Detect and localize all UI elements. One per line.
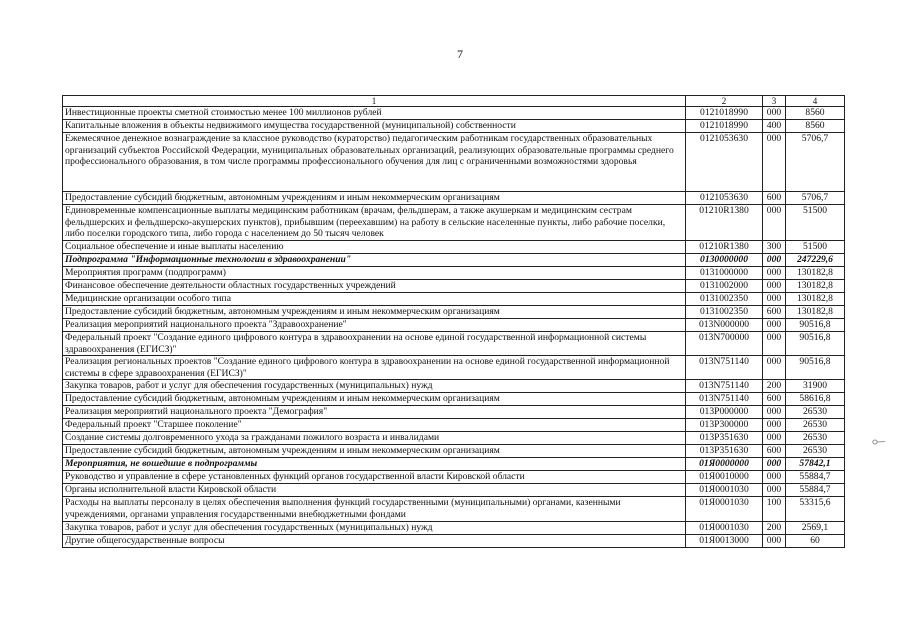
row-vr-code-cell: 000 xyxy=(763,356,786,380)
row-vr-code-cell: 000 xyxy=(763,280,786,293)
row-name-cell: Предоставление субсидий бюджетным, автономным учреждениям и иным некоммерческим организациям xyxy=(63,192,686,205)
row-csr-code-cell: 01Я0001030 xyxy=(686,497,763,521)
row-sum-cell: 130182,8 xyxy=(786,267,845,280)
row-vr-code-cell: 200 xyxy=(763,521,786,534)
row-sum-cell: 90516,8 xyxy=(786,332,845,356)
table-row xyxy=(63,254,845,267)
table-row xyxy=(63,406,845,419)
row-name-cell: Подпрограмма "Информационные технологии в здравоохранении" xyxy=(63,254,686,267)
row-sum-cell: 51500 xyxy=(786,205,845,241)
row-name-cell: Реализация мероприятий национального проекта "Демография" xyxy=(63,406,686,419)
row-sum-cell: 55884,7 xyxy=(786,484,845,497)
row-vr-code-cell: 000 xyxy=(763,254,786,267)
row-csr-code-cell: 0121018990 xyxy=(686,107,763,120)
header-name-column: 1 xyxy=(63,96,686,107)
table-row xyxy=(63,133,845,192)
row-sum-cell: 58616,8 xyxy=(786,393,845,406)
row-name-cell: Предоставление субсидий бюджетным, автономным учреждениям и иным некоммерческим организациям xyxy=(63,445,686,458)
row-sum-cell: 57842,1 xyxy=(786,458,845,471)
row-name-cell: Другие общегосударственные вопросы xyxy=(63,534,686,547)
table-row xyxy=(63,534,845,547)
row-name-cell: Органы исполнительной власти Кировской области xyxy=(63,484,686,497)
row-csr-code-cell: 0131002350 xyxy=(686,306,763,319)
row-vr-code-cell: 600 xyxy=(763,192,786,205)
table-row xyxy=(63,205,845,241)
row-name-cell: Создание системы долговременного ухода за гражданами пожилого возраста и инвалидами xyxy=(63,432,686,445)
header-sum-column: 4 xyxy=(786,96,845,107)
row-csr-code-cell: 01210R1380 xyxy=(686,241,763,254)
table-row xyxy=(63,241,845,254)
row-csr-code-cell: 013P351630 xyxy=(686,445,763,458)
page-number: 7 xyxy=(457,47,463,61)
row-vr-code-cell: 400 xyxy=(763,120,786,133)
row-sum-cell: 130182,8 xyxy=(786,306,845,319)
row-sum-cell: 55884,7 xyxy=(786,471,845,484)
row-csr-code-cell: 013P300000 xyxy=(686,419,763,432)
row-name-cell: Инвестиционные проекты сметной стоимостью менее 100 миллионов рублей xyxy=(63,107,686,120)
row-sum-cell: 26530 xyxy=(786,406,845,419)
row-csr-code-cell: 013N700000 xyxy=(686,332,763,356)
row-vr-code-cell: 000 xyxy=(763,107,786,120)
row-name-cell: Социальное обеспечение и иные выплаты населению xyxy=(63,241,686,254)
row-sum-cell: 247229,6 xyxy=(786,254,845,267)
row-name-cell: Финансовое обеспечение деятельности областных государственных учреждений xyxy=(63,280,686,293)
row-csr-code-cell: 01Я0013000 xyxy=(686,534,763,547)
row-vr-code-cell: 600 xyxy=(763,306,786,319)
header-vr-column: 3 xyxy=(763,96,786,107)
header-csr-column: 2 xyxy=(686,96,763,107)
row-sum-cell: 8560 xyxy=(786,107,845,120)
row-vr-code-cell: 000 xyxy=(763,319,786,332)
row-csr-code-cell: 0121018990 xyxy=(686,120,763,133)
row-name-cell: Реализация региональных проектов "Создание единого цифрового контура в здравоохранении на основе единой государственной информационной системы в сфере здравоохранения (ЕГИСЗ)" xyxy=(63,356,686,380)
row-name-cell: Мероприятия, не вошедшие в подпрограммы xyxy=(63,458,686,471)
row-vr-code-cell: 000 xyxy=(763,458,786,471)
table-row xyxy=(63,356,845,380)
row-vr-code-cell: 600 xyxy=(763,445,786,458)
row-vr-code-cell: 300 xyxy=(763,241,786,254)
row-csr-code-cell: 0121053630 xyxy=(686,192,763,205)
row-csr-code-cell: 0131000000 xyxy=(686,267,763,280)
row-name-cell: Закупка товаров, работ и услуг для обеспечения государственных (муниципальных) нужд xyxy=(63,521,686,534)
row-vr-code-cell: 000 xyxy=(763,205,786,241)
row-sum-cell: 90516,8 xyxy=(786,319,845,332)
row-vr-code-cell: 000 xyxy=(763,471,786,484)
row-vr-code-cell: 000 xyxy=(763,534,786,547)
row-name-cell: Расходы на выплаты персоналу в целях обеспечения выполнения функций государственными (муниципальными) органами, казенными учреждениями, органами управления государственными внебюджетными фондами xyxy=(63,497,686,521)
row-csr-code-cell: 01Я0010000 xyxy=(686,471,763,484)
table-row xyxy=(63,497,845,521)
table-row xyxy=(63,458,845,471)
row-vr-code-cell: 000 xyxy=(763,133,786,192)
row-name-cell: Руководство и управление в сфере установленных функций органов государственной власти Кировской области xyxy=(63,471,686,484)
row-sum-cell: 26530 xyxy=(786,432,845,445)
row-vr-code-cell: 000 xyxy=(763,267,786,280)
table-row xyxy=(63,306,845,319)
table-row xyxy=(63,120,845,133)
row-sum-cell: 5706,7 xyxy=(786,133,845,192)
row-name-cell: Мероприятия программ (подпрограмм) xyxy=(63,267,686,280)
row-sum-cell: 53315,6 xyxy=(786,497,845,521)
row-name-cell: Медицинские организации особого типа xyxy=(63,293,686,306)
table-row xyxy=(63,380,845,393)
table-row xyxy=(63,293,845,306)
margin-pencil-mark xyxy=(872,439,886,445)
row-sum-cell: 130182,8 xyxy=(786,293,845,306)
row-vr-code-cell: 000 xyxy=(763,293,786,306)
row-csr-code-cell: 0121053630 xyxy=(686,133,763,192)
row-csr-code-cell: 01Я0001030 xyxy=(686,521,763,534)
table-row xyxy=(63,471,845,484)
row-vr-code-cell: 000 xyxy=(763,432,786,445)
row-name-cell: Предоставление субсидий бюджетным, автономным учреждениям и иным некоммерческим организациям xyxy=(63,306,686,319)
row-name-cell: Ежемесячное денежное вознаграждение за классное руководство (кураторство) педагогическим работникам государственных образовательных организаций субъектов Российской Федерации, муниципальных образовательных организаций, реализующих образовательные программы среднего профессионального образования, в том числе программы профессионального обучения для лиц с ограниченными возможностями здоровья xyxy=(63,133,686,192)
table-row xyxy=(63,107,845,120)
table-header-row xyxy=(63,96,845,107)
row-vr-code-cell: 000 xyxy=(763,406,786,419)
row-sum-cell: 130182,8 xyxy=(786,280,845,293)
row-csr-code-cell: 013N751140 xyxy=(686,380,763,393)
row-sum-cell: 51500 xyxy=(786,241,845,254)
row-name-cell: Федеральный проект "Старшее поколение" xyxy=(63,419,686,432)
row-csr-code-cell: 0131002000 xyxy=(686,280,763,293)
table-row xyxy=(63,521,845,534)
table-row xyxy=(63,432,845,445)
table-row xyxy=(63,445,845,458)
row-sum-cell: 31900 xyxy=(786,380,845,393)
table-row xyxy=(63,484,845,497)
row-vr-code-cell: 000 xyxy=(763,332,786,356)
table-row xyxy=(63,393,845,406)
row-csr-code-cell: 0130000000 xyxy=(686,254,763,267)
row-csr-code-cell: 01Я0000000 xyxy=(686,458,763,471)
row-name-cell: Закупка товаров, работ и услуг для обеспечения государственных (муниципальных) нужд xyxy=(63,380,686,393)
row-name-cell: Федеральный проект "Создание единого цифрового контура в здравоохранении на основе единой государственной информационной системы здравоохранения (ЕГИСЗ)" xyxy=(63,332,686,356)
row-csr-code-cell: 013N751140 xyxy=(686,393,763,406)
row-vr-code-cell: 100 xyxy=(763,497,786,521)
row-csr-code-cell: 0131002350 xyxy=(686,293,763,306)
row-vr-code-cell: 000 xyxy=(763,484,786,497)
table-row xyxy=(63,192,845,205)
table-row xyxy=(63,280,845,293)
row-name-cell: Единовременные компенсационные выплаты медицинским работникам (врачам, фельдшерам, а также акушеркам и медицинским сестрам фельдшерских и фельдшерско-акушерских пунктов), прибывшим (переехавшим) на работу в сельские населенные пункты, либо рабочие поселки, либо поселки городского типа, либо города с населением до 50 тысяч человек xyxy=(63,205,686,241)
budget-table xyxy=(62,95,845,548)
row-sum-cell: 8560 xyxy=(786,120,845,133)
row-csr-code-cell: 01210R1380 xyxy=(686,205,763,241)
table-row xyxy=(63,419,845,432)
row-sum-cell: 26530 xyxy=(786,445,845,458)
row-sum-cell: 60 xyxy=(786,534,845,547)
row-csr-code-cell: 01Я0001030 xyxy=(686,484,763,497)
row-name-cell: Капитальные вложения в объекты недвижимого имущества государственной (муниципальной) собственности xyxy=(63,120,686,133)
row-csr-code-cell: 013P351630 xyxy=(686,432,763,445)
row-sum-cell: 5706,7 xyxy=(786,192,845,205)
row-vr-code-cell: 200 xyxy=(763,380,786,393)
row-sum-cell: 2569,1 xyxy=(786,521,845,534)
row-name-cell: Предоставление субсидий бюджетным, автономным учреждениям и иным некоммерческим организациям xyxy=(63,393,686,406)
row-csr-code-cell: 013P000000 xyxy=(686,406,763,419)
row-csr-code-cell: 013N751140 xyxy=(686,356,763,380)
table-row xyxy=(63,267,845,280)
row-csr-code-cell: 013N000000 xyxy=(686,319,763,332)
row-vr-code-cell: 600 xyxy=(763,393,786,406)
row-sum-cell: 26530 xyxy=(786,419,845,432)
row-vr-code-cell: 000 xyxy=(763,419,786,432)
row-sum-cell: 90516,8 xyxy=(786,356,845,380)
row-name-cell: Реализация мероприятий национального проекта "Здравоохранение" xyxy=(63,319,686,332)
table-row xyxy=(63,332,845,356)
table-row xyxy=(63,319,845,332)
